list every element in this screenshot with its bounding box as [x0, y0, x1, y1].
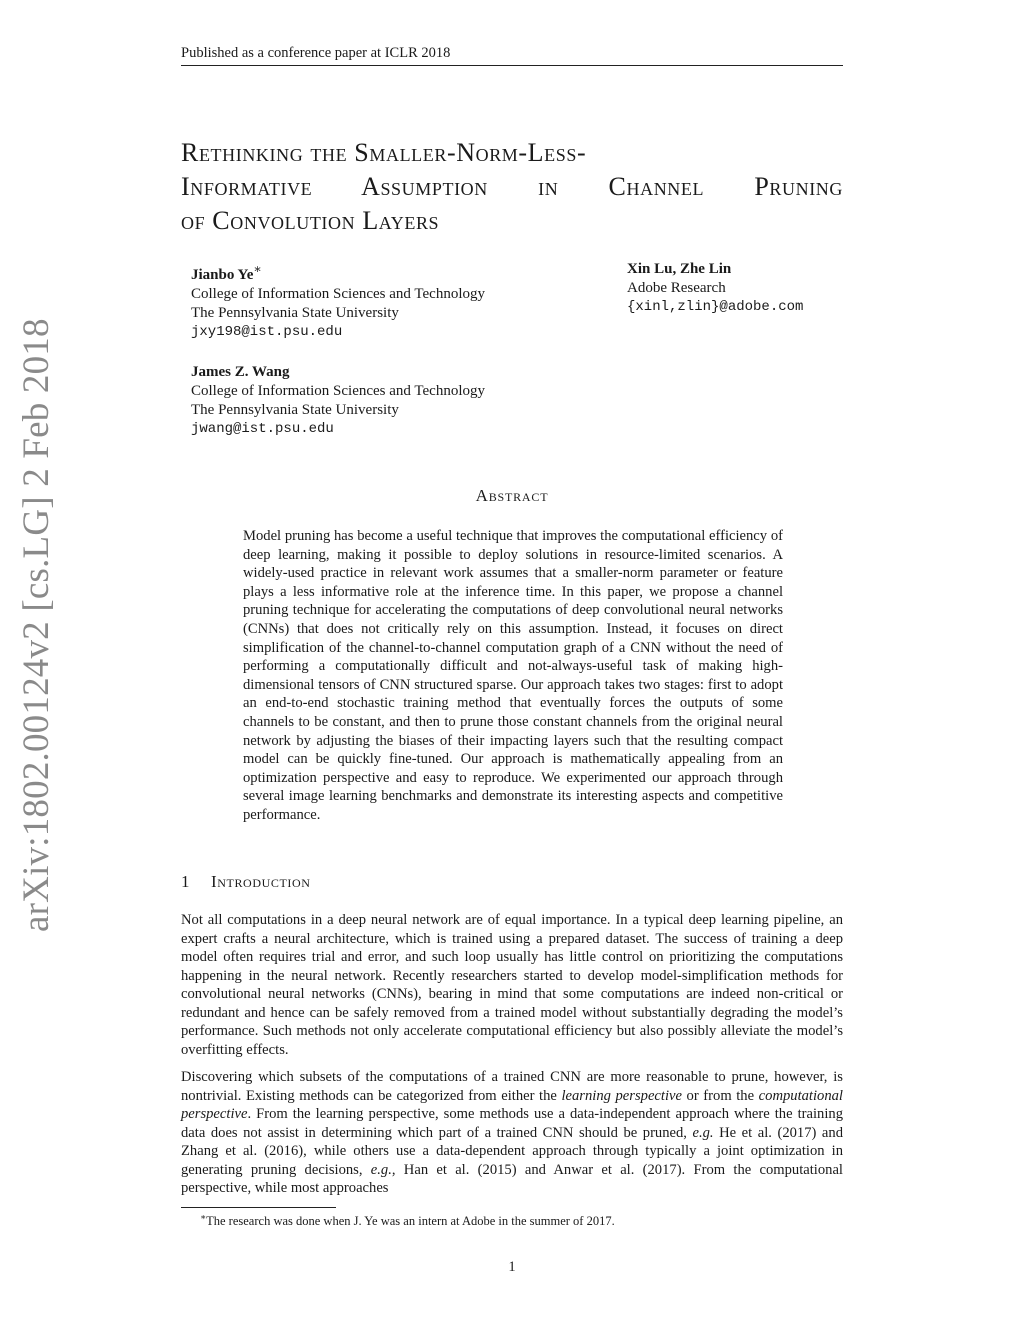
author-email: jxy198@ist.psu.edu: [191, 324, 343, 340]
intro-paragraph-1: Not all computations in a deep neural network are of equal importance. In a typical deep learning pipeline, an expert crafts a neural architecture, which is trained using a prepared dataset. The success of training a deep model often requires trial and error, and such loop usually has little control on prioritizing the computations happening in the neural network. Recently researchers started to develop model-simplification methods for convolutional neural networks (CNNs), bearing in mind that some computations are indeed non-critical or redundant and hence can be safely removed from a trained model without substantially degrading the model’s performance. Such methods not only accelerate computational efficiency but also possibly alleviate the model’s overfitting effects.: [181, 912, 843, 1058]
intro-paragraph-2: [181, 1068, 843, 1198]
author-affiliation: Adobe Research: [627, 280, 726, 296]
running-header: Published as a conference paper at ICLR 2018: [181, 45, 451, 61]
emphasis-learning-perspective: learning perspective: [561, 1087, 682, 1104]
text-run: , Han et al. (2015) and Anwar et al. (2017). From the computational perspective, while most approaches: [181, 1161, 843, 1196]
emphasis-computational-perspective: computational perspective: [181, 1087, 843, 1122]
author-block-lu-lin: [627, 260, 803, 317]
abstract-heading: Abstract: [475, 486, 549, 505]
paper-title: [181, 136, 843, 238]
text-run: He et al. (2017) and Zhang et al. (2016), while others use a data-dependent approach through typically a joint optimization in generating pruning decisions,: [181, 1124, 843, 1178]
section-title: Introduction: [211, 872, 311, 891]
author-name: James Z. Wang: [191, 364, 290, 380]
section-number: 1: [181, 872, 191, 891]
author-name: Jianbo Ye: [191, 267, 254, 283]
author-block-wang: [191, 363, 485, 439]
header-rule: [181, 65, 843, 66]
author-affiliation: College of Information Sciences and Technology: [191, 286, 486, 302]
footnote-mark: ∗: [200, 1212, 207, 1222]
footnote-rule: [181, 1207, 336, 1208]
title-line-2: Informative Assumption in Channel Pruning: [181, 172, 843, 201]
author-footnote-mark: ∗: [253, 262, 262, 276]
author-name: Xin Lu, Zhe Lin: [627, 261, 732, 277]
author-email: {xinl,zlin}@adobe.com: [627, 299, 804, 315]
author-affiliation: College of Information Sciences and Technology: [191, 383, 486, 399]
text-run: or from the: [681, 1087, 759, 1104]
text-run: . From the learning perspective, some methods use a data-independent approach where the training data does not assist in determining which part of a trained CNN should be pruned,: [181, 1106, 843, 1141]
emphasis-eg: e.g.: [370, 1161, 392, 1178]
title-line-3: of Convolution Layers: [181, 206, 440, 235]
author-email: jwang@ist.psu.edu: [191, 421, 334, 437]
arxiv-stamp: arXiv:1802.00124v2 [cs.LG] 2 Feb 2018: [16, 318, 57, 932]
footnote: [200, 1209, 615, 1229]
footnote-text: The research was done when J. Ye was an intern at Adobe in the summer of 2017.: [206, 1214, 615, 1229]
author-institution: The Pennsylvania State University: [191, 305, 399, 321]
author-block-ye: [191, 260, 485, 342]
section-heading-introduction: [181, 872, 311, 892]
abstract-body: Model pruning has become a useful technique that improves the computational efficiency of deep learning, making it possible to deploy solutions in resource-limited scenarios. A widely-used practice in relevant work assumes that a smaller-norm parameter or feature plays a less informative role at the inference time. In this paper, we propose a channel pruning technique for accelerating the computations of deep convolutional neural networks (CNNs) that does not critically rely on this assumption. Instead, it focuses on direct simplification of the channel-to-channel computation graph of a CNN without the need of performing a computationally difficult and not-always-useful task of making high-dimensional tensors of CNN structured sparse. Our approach takes two stages: first to adopt an end-to-end stochastic training method that eventually forces the outputs of some channels to be constant, and then to prune those constant channels from the original neural network by adjusting the biases of their impacting layers such that the resulting compact model can be quickly fine-tuned. Our approach is mathematically appealing from an optimization perspective and easy to reproduce. We experimented our approach through several image learning benchmarks and demonstrate its interesting aspects and competitive performance.: [243, 528, 783, 823]
page-number: 1: [508, 1259, 516, 1275]
emphasis-eg: e.g.: [692, 1124, 714, 1141]
title-line-1: Rethinking the Smaller-Norm-Less-: [181, 138, 587, 167]
text-run: Discovering which subsets of the computations of a trained CNN are more reasonable to prune, however, is nontrivial. Existing methods can be categorized from either the: [181, 1069, 843, 1104]
author-institution: The Pennsylvania State University: [191, 402, 399, 418]
